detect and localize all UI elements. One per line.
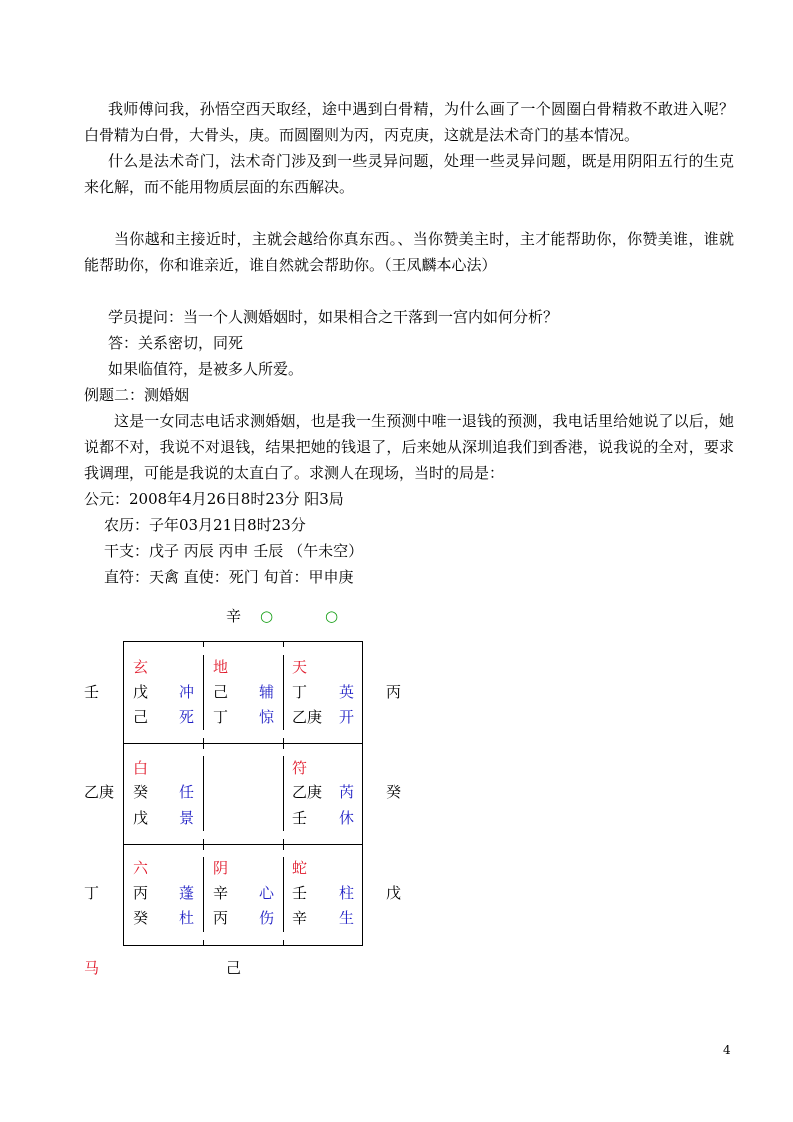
grid-line	[283, 857, 284, 932]
god: 六	[133, 859, 149, 877]
date-line: 公元：2008年4月26日8时23分 阳3局	[84, 490, 344, 508]
earth-stem: 己	[133, 708, 149, 726]
god: 地	[213, 658, 229, 676]
left-stem-row3: 丁	[84, 884, 100, 902]
door: 景	[179, 809, 195, 827]
grid-line	[283, 655, 284, 730]
paragraph: 我师傅问我，孙悟空西天取经，途中遇到白骨精，为什么画了一个圆圈白骨精救不敢进入呢？白骨精为白骨，大骨头，庚。而圆圈则为丙，丙克庚，这就是法术奇门的基本情况。	[84, 100, 734, 144]
god: 玄	[133, 658, 149, 676]
empty-circle: ○	[325, 607, 339, 625]
example-heading: 例题二：测婚姻	[84, 386, 190, 404]
door: 惊	[259, 708, 275, 726]
right-stem-row2: 癸	[386, 783, 402, 801]
empty-circle: ○	[260, 607, 274, 625]
sky-stem: 丁	[292, 683, 308, 701]
grid-line	[123, 641, 124, 946]
zhifu-line: 直符：天禽 直使：死门 旬首：甲申庚	[104, 568, 354, 586]
grid-line	[123, 743, 363, 744]
bottom-stem: 己	[226, 959, 242, 977]
paragraph: 学员提问：当一个人测婚姻时，如果相合之干落到一宫内如何分析？	[108, 308, 559, 326]
top-stem: 辛	[226, 607, 242, 625]
earth-stem: 辛	[292, 909, 308, 927]
sky-stem: 乙庚	[292, 783, 323, 801]
grid-line	[362, 641, 363, 946]
god: 蛇	[292, 859, 308, 877]
star: 冲	[179, 683, 195, 701]
page-number: 4	[723, 1043, 731, 1057]
paragraph: 如果临值符，是被多人所爱。	[108, 360, 304, 378]
god: 符	[292, 759, 308, 777]
earth-stem: 丁	[213, 708, 229, 726]
sky-stem: 丙	[133, 884, 149, 902]
grid-line	[283, 756, 284, 831]
earth-stem: 乙庚	[292, 708, 323, 726]
sky-stem: 己	[213, 683, 229, 701]
door: 休	[339, 809, 355, 827]
grid-line	[203, 655, 204, 730]
paragraph: 这是一女同志电话求测婚姻，也是我一生预测中唯一退钱的预测，我电话里给她说了以后，她说都不对，我说不对退钱，结果把她的钱退了，后来她从深圳追我们到香港，说我说的全对，要求我调理，可能是我说的太直白了。求测人在现场，当时的局是：	[84, 412, 734, 482]
door: 杜	[179, 909, 195, 927]
earth-stem: 丙	[213, 909, 229, 927]
grid-line	[123, 945, 363, 946]
door: 伤	[259, 909, 275, 927]
sky-stem: 壬	[292, 884, 308, 902]
god: 天	[292, 658, 308, 676]
sky-stem: 辛	[213, 884, 229, 902]
lunar-line: 农历：子年03月21日8时23分	[104, 516, 306, 534]
earth-stem: 壬	[292, 809, 308, 827]
god: 阴	[213, 859, 229, 877]
paragraph: 当你越和主接近时，主就会越给你真东西。、当你赞美主时，主才能帮助你，你赞美谁，谁就能帮助你，你和谁亲近，谁自然就会帮助你。（王凤麟本心法）	[84, 230, 734, 274]
door: 开	[339, 708, 355, 726]
horse-star: 马	[84, 959, 100, 977]
grid-line	[123, 844, 363, 845]
right-stem-row3: 戊	[386, 884, 402, 902]
door: 生	[339, 909, 355, 927]
star: 英	[339, 683, 355, 701]
paragraph: 答：关系密切，同死	[108, 334, 244, 352]
paragraph: 什么是法术奇门，法术奇门涉及到一些灵异问题，处理一些灵异问题，既是用阴阳五行的生克 来化解，而不能用物质层面的东西解决。	[84, 152, 734, 196]
left-stem-row1: 壬	[84, 683, 100, 701]
god: 白	[133, 759, 149, 777]
grid-line	[123, 641, 363, 642]
sky-stem: 戊	[133, 683, 149, 701]
star: 芮	[339, 783, 355, 801]
left-stem-row2: 乙庚	[84, 783, 115, 801]
star: 柱	[339, 884, 355, 902]
earth-stem: 癸	[133, 909, 149, 927]
ganzhi-line: 干支：戊子 丙辰 丙申 壬辰 （午未空）	[104, 542, 364, 560]
grid-line	[203, 756, 204, 831]
door: 死	[179, 708, 195, 726]
earth-stem: 戊	[133, 809, 149, 827]
star: 蓬	[179, 884, 195, 902]
star: 辅	[259, 683, 275, 701]
right-stem-row1: 丙	[386, 683, 402, 701]
grid-line	[203, 857, 204, 932]
star: 心	[259, 884, 275, 902]
sky-stem: 癸	[133, 783, 149, 801]
star: 任	[179, 783, 195, 801]
